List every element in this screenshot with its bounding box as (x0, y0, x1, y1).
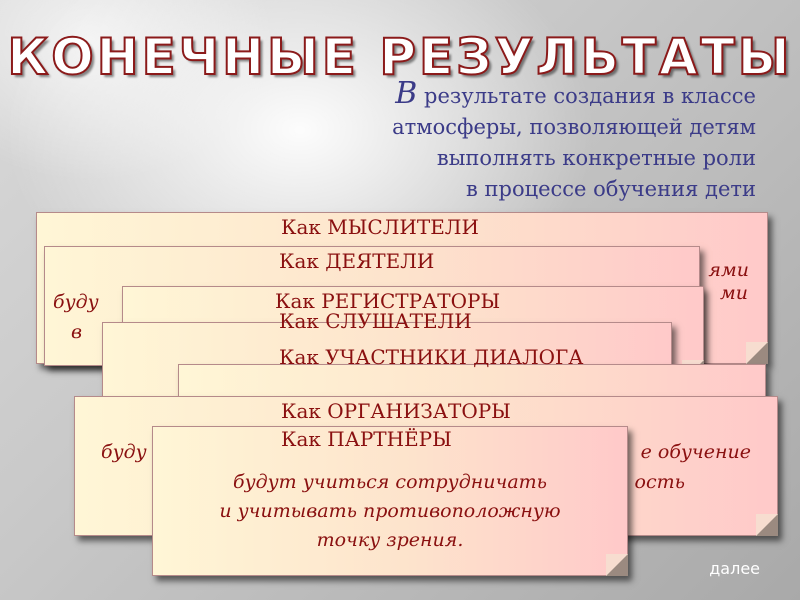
card-organizers-text-right: е обучение (640, 441, 751, 463)
card-doers-text-left-2: в (71, 321, 83, 343)
next-link[interactable]: далее (709, 559, 760, 578)
intro-first-letter: В (395, 76, 418, 111)
intro-line-4: в процессе обучения дети (466, 177, 756, 201)
card-partners-line-2: и учитывать противоположную (219, 500, 561, 522)
card-doers-title: Как ДЕЯТЕЛИ (279, 249, 435, 273)
card-dialogue-title: Как УЧАСТНИКИ ДИАЛОГА (279, 345, 584, 369)
card-doers-text-left: буду (53, 291, 99, 313)
intro-line-3: выполнять конкретные роли (436, 146, 756, 170)
card-partners[interactable] (152, 426, 628, 576)
card-recorders-title: Как РЕГИСТРАТОРЫ (275, 289, 501, 313)
card-partners-line-3: точку зрения. (316, 529, 464, 551)
intro-line-1: результате создания в классе (417, 84, 756, 108)
intro-text (296, 78, 756, 205)
slide-title: КОНЕЧНЫЕ РЕЗУЛЬТАТЫ (7, 28, 793, 86)
card-organizers-title: Как ОРГАНИЗАТОРЫ (281, 399, 511, 423)
card-thinkers-title: Как МЫСЛИТЕЛИ (281, 215, 479, 239)
intro-line-2: атмосферы, позволяющей детям (392, 115, 756, 139)
card-listeners-title: Как СЛУШАТЕЛИ (279, 309, 472, 333)
card-thinkers-text: ями (708, 259, 749, 281)
card-organizers-text-right-2: ость (634, 471, 685, 493)
card-partners-line-1: будут учиться сотрудничать (232, 471, 548, 493)
card-partners-title: Как ПАРТНЁРЫ (281, 427, 452, 451)
card-organizers-text-left: буду (101, 441, 147, 463)
card-thinkers-text-2: ми (720, 282, 748, 304)
